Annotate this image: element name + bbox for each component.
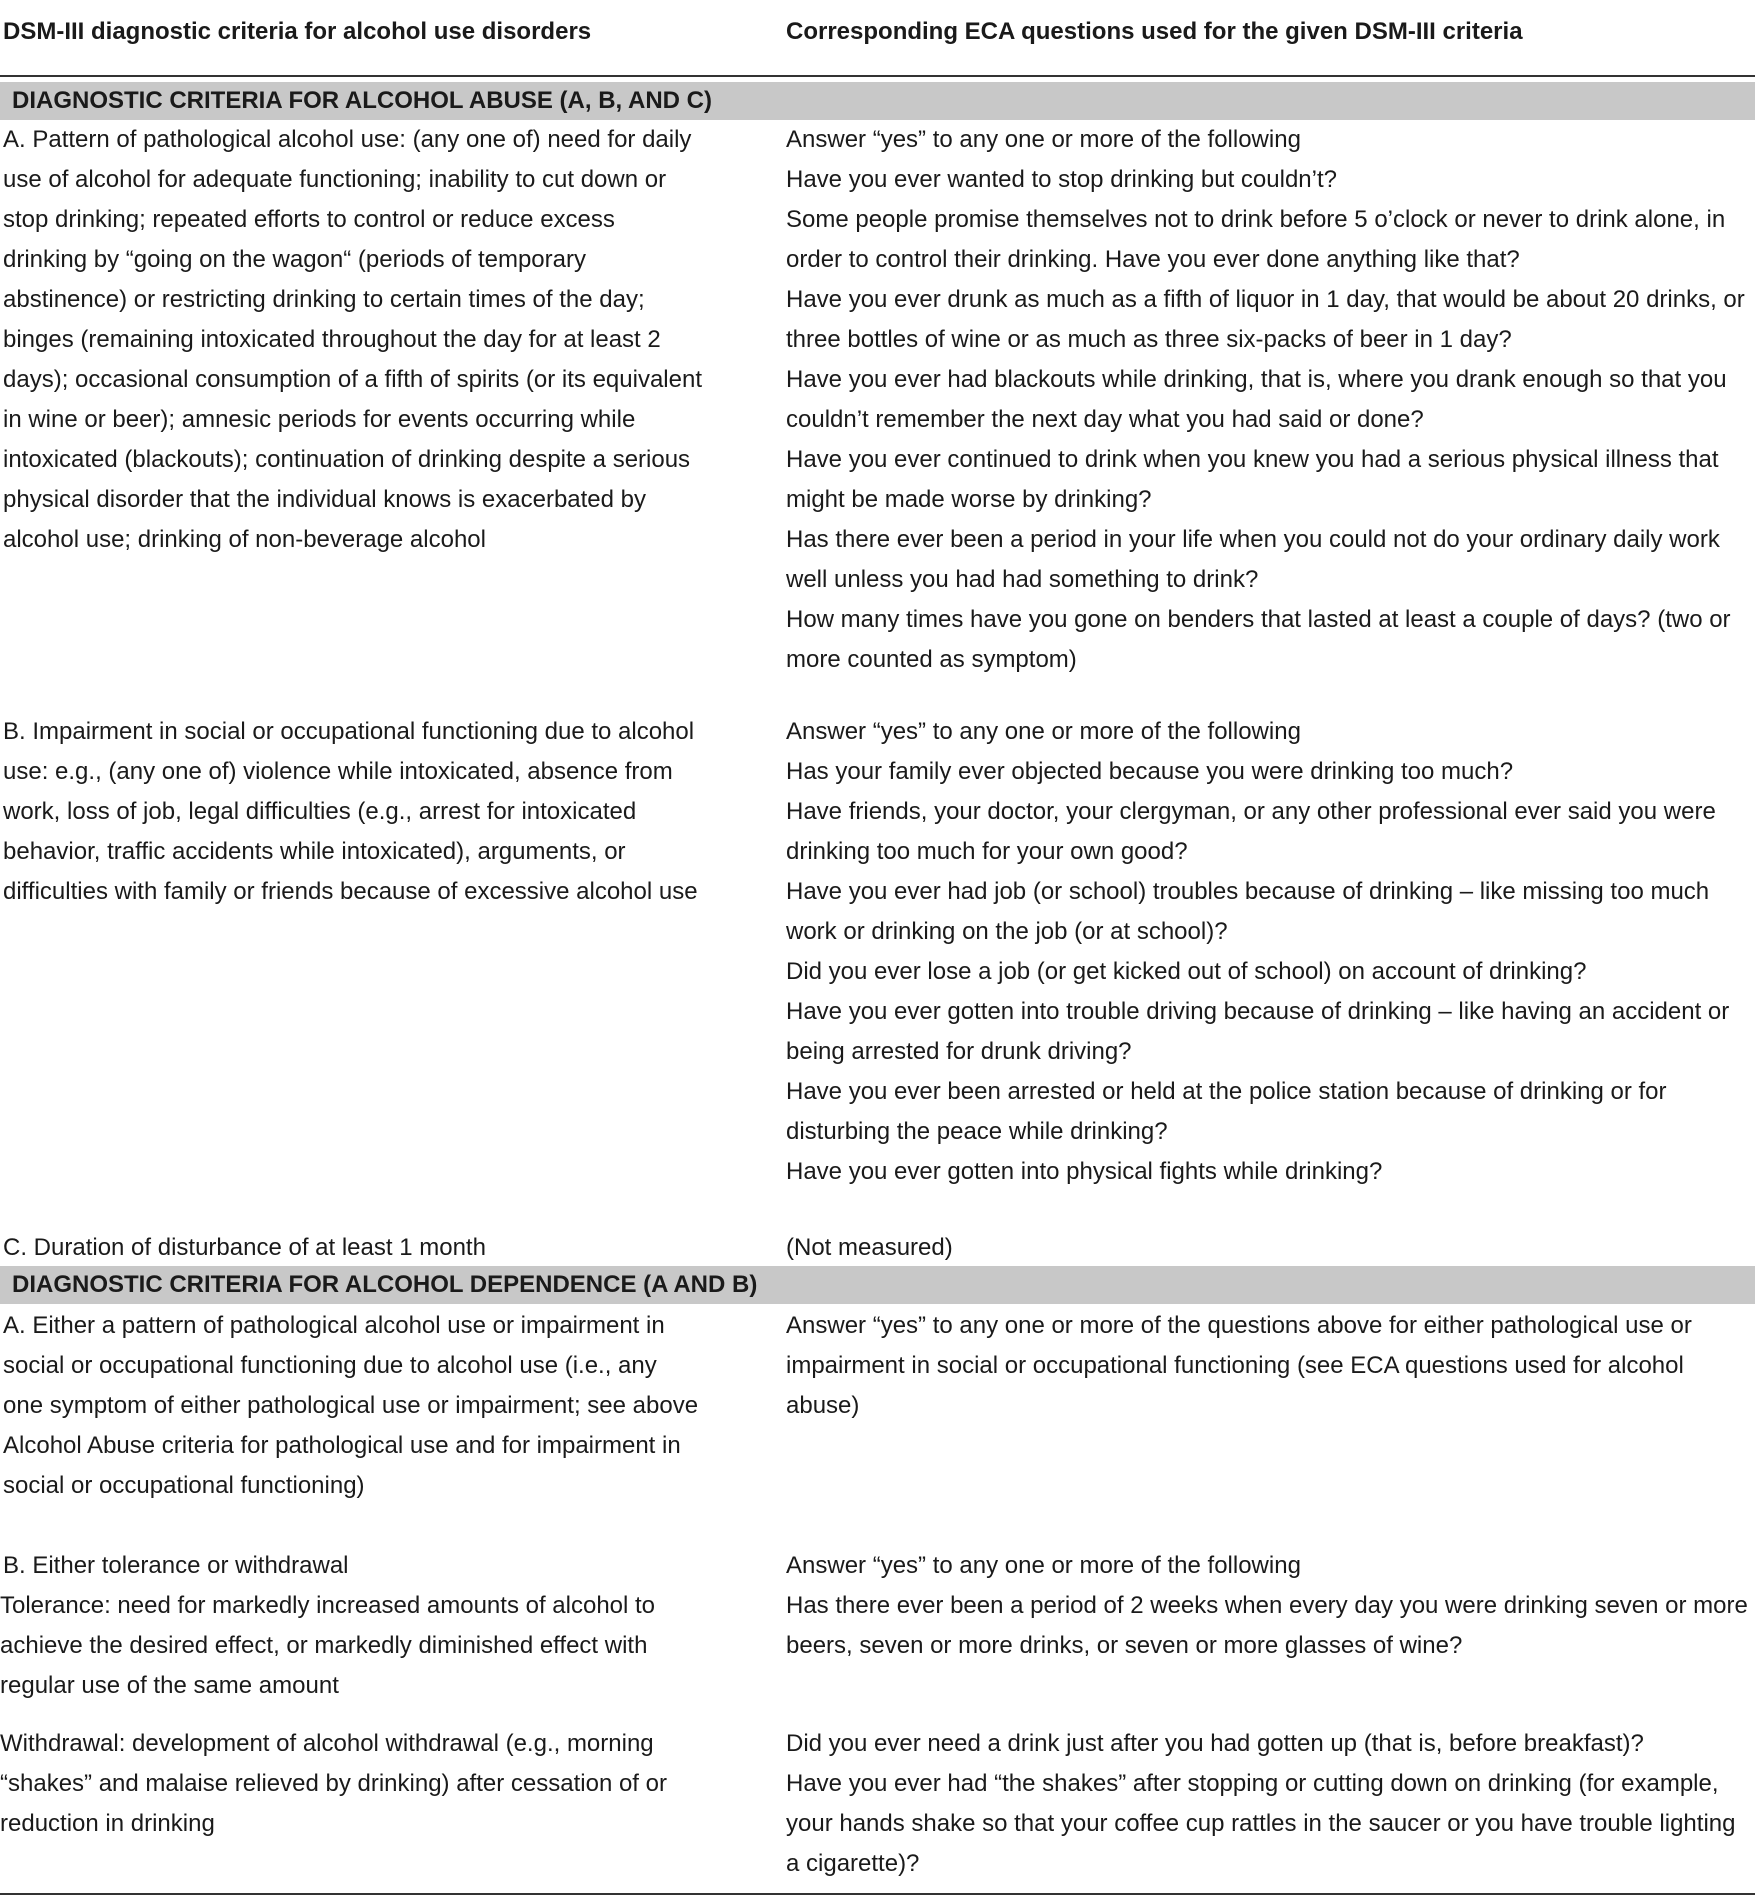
question-line: Have you ever had job (or school) troubles because of drinking – like missing too much work or drinking on the job (or at school)? <box>786 878 1710 945</box>
question-line: Have you ever had blackouts while drinking, that is, where you drank enough so that you couldn’t remember the next day what you had said or done? <box>786 366 1727 433</box>
section-heading-alcohol-abuse <box>0 82 1755 120</box>
criteria-text: A. Either a pattern of pathological alcohol use or impairment in social or occupational functioning due to alcohol use (i.e., any one symptom of either pathological use or impairment; see above Alcohol Abuse criteria for pathological use and for impairment in social or occupational functioning) <box>3 1312 699 1499</box>
question-line: Has there ever been a period in your life when you could not do your ordinary daily work well unless you had had something to drink? <box>786 526 1720 593</box>
questions-dependence-a <box>786 1306 1755 1426</box>
section-title: DIAGNOSTIC CRITERIA FOR ALCOHOL ABUSE (A, B, AND C) <box>12 87 712 114</box>
question-line: Have you ever continued to drink when you knew you had a serious physical illness that might be made worse by drinking? <box>786 446 1719 513</box>
question-line: Answer “yes” to any one or more of the following <box>786 1552 1301 1579</box>
criteria-withdrawal <box>0 1724 700 1844</box>
section-heading-alcohol-dependence <box>0 1266 1755 1304</box>
questions-tolerance <box>786 1586 1755 1666</box>
criteria-dependence-b <box>3 1546 703 1586</box>
criteria-text: Withdrawal: development of alcohol withdrawal (e.g., morning “shakes” and malaise relieved by drinking) after cessation of or reduction in drinking <box>0 1730 667 1837</box>
question-line: Have you ever gotten into physical fights while drinking? <box>786 1158 1383 1185</box>
criteria-text: Tolerance: need for markedly increased amounts of alcohol to achieve the desired effect, or markedly diminished effect with regular use of the same amount <box>0 1592 656 1699</box>
criteria-abuse-c <box>3 1228 703 1268</box>
question-line: Did you ever lose a job (or get kicked out of school) on account of drinking? <box>786 958 1587 985</box>
question-line: Answer “yes” to any one or more of the following <box>786 126 1301 153</box>
question-line: Have you ever drunk as much as a fifth of liquor in 1 day, that would be about 20 drinks, or three bottles of wine or as much as three six-packs of beer in 1 day? <box>786 286 1745 353</box>
criteria-text: A. Pattern of pathological alcohol use: (any one of) need for daily use of alcohol for adequate functioning; inability to cut down or stop drinking; repeated efforts to control or reduce excess drinking by “going on the wagon“ (periods of temporary abstinence) or restricting drinking to certain times of the day; binges (remaining intoxicated throughout the day for at least 2 days); occasional consumption of a fifth of spirits (or its equivalent in wine or beer); amnesic periods for events occurring while intoxicated (blackouts); continuation of drinking despite a serious physical disorder that the individual knows is exacerbated by alcohol use; drinking of non-beverage alcohol <box>3 126 702 553</box>
criteria-text: B. Either tolerance or withdrawal <box>3 1552 349 1579</box>
question-line: How many times have you gone on benders that lasted at least a couple of days? (two or more counted as symptom) <box>786 606 1731 673</box>
question-line: Have you ever had “the shakes” after stopping or cutting down on drinking (for example, your hands shake so that your coffee cup rattles in the saucer or you have trouble lighting a cigarette)? <box>786 1770 1736 1877</box>
question-line: Has there ever been a period of 2 weeks when every day you were drinking seven or more beers, seven or more drinks, or seven or more glasses of wine? <box>786 1592 1748 1659</box>
question-line: Have friends, your doctor, your clergyman, or any other professional ever said you were drinking too much for your own good? <box>786 798 1716 865</box>
question-line: Answer “yes” to any one or more of the following <box>786 718 1301 745</box>
criteria-abuse-a <box>3 120 703 560</box>
criteria-text: B. Impairment in social or occupational functioning due to alcohol use: e.g., (any one of) violence while intoxicated, absence from work, loss of job, legal difficulties (e.g., arrest for intoxicated behavior, traffic accidents while intoxicated), arguments, or difficulties with family or friends because of excessive alcohol use <box>3 718 698 905</box>
header-divider <box>0 75 1755 77</box>
criteria-dependence-a <box>3 1306 703 1506</box>
column-header-eca-questions: Corresponding ECA questions used for the given DSM-III criteria <box>786 18 1523 45</box>
question-line: Have you ever gotten into trouble driving because of drinking – like having an accident or being arrested for drunk driving? <box>786 998 1730 1065</box>
question-line: Did you ever need a drink just after you had gotten up (that is, before breakfast)? <box>786 1730 1644 1757</box>
question-line: (Not measured) <box>786 1234 953 1261</box>
criteria-text: C. Duration of disturbance of at least 1 month <box>3 1234 486 1261</box>
table-bottom-rule <box>0 1893 1755 1895</box>
column-header-dsm-criteria: DSM-III diagnostic criteria for alcohol use disorders <box>3 18 592 45</box>
question-line: Some people promise themselves not to drink before 5 o’clock or never to drink alone, in order to control their drinking. Have you ever done anything like that? <box>786 206 1726 273</box>
questions-withdrawal <box>786 1724 1755 1884</box>
question-line: Have you ever been arrested or held at the police station because of drinking or for disturbing the peace while drinking? <box>786 1078 1667 1145</box>
criteria-tolerance <box>0 1586 700 1706</box>
section-title: DIAGNOSTIC CRITERIA FOR ALCOHOL DEPENDENCE (A AND B) <box>12 1271 758 1298</box>
question-line: Answer “yes” to any one or more of the questions above for either pathological use or impairment in social or occupational functioning (see ECA questions used for alcohol abuse) <box>786 1312 1692 1419</box>
questions-dependence-b <box>786 1546 1755 1586</box>
questions-abuse-b <box>786 712 1755 1192</box>
criteria-abuse-b <box>3 712 703 912</box>
questions-abuse-c <box>786 1228 1755 1268</box>
question-line: Have you ever wanted to stop drinking but couldn’t? <box>786 166 1338 193</box>
question-line: Has your family ever objected because you were drinking too much? <box>786 758 1514 785</box>
questions-abuse-a <box>786 120 1755 680</box>
table-header-row <box>0 14 1755 54</box>
